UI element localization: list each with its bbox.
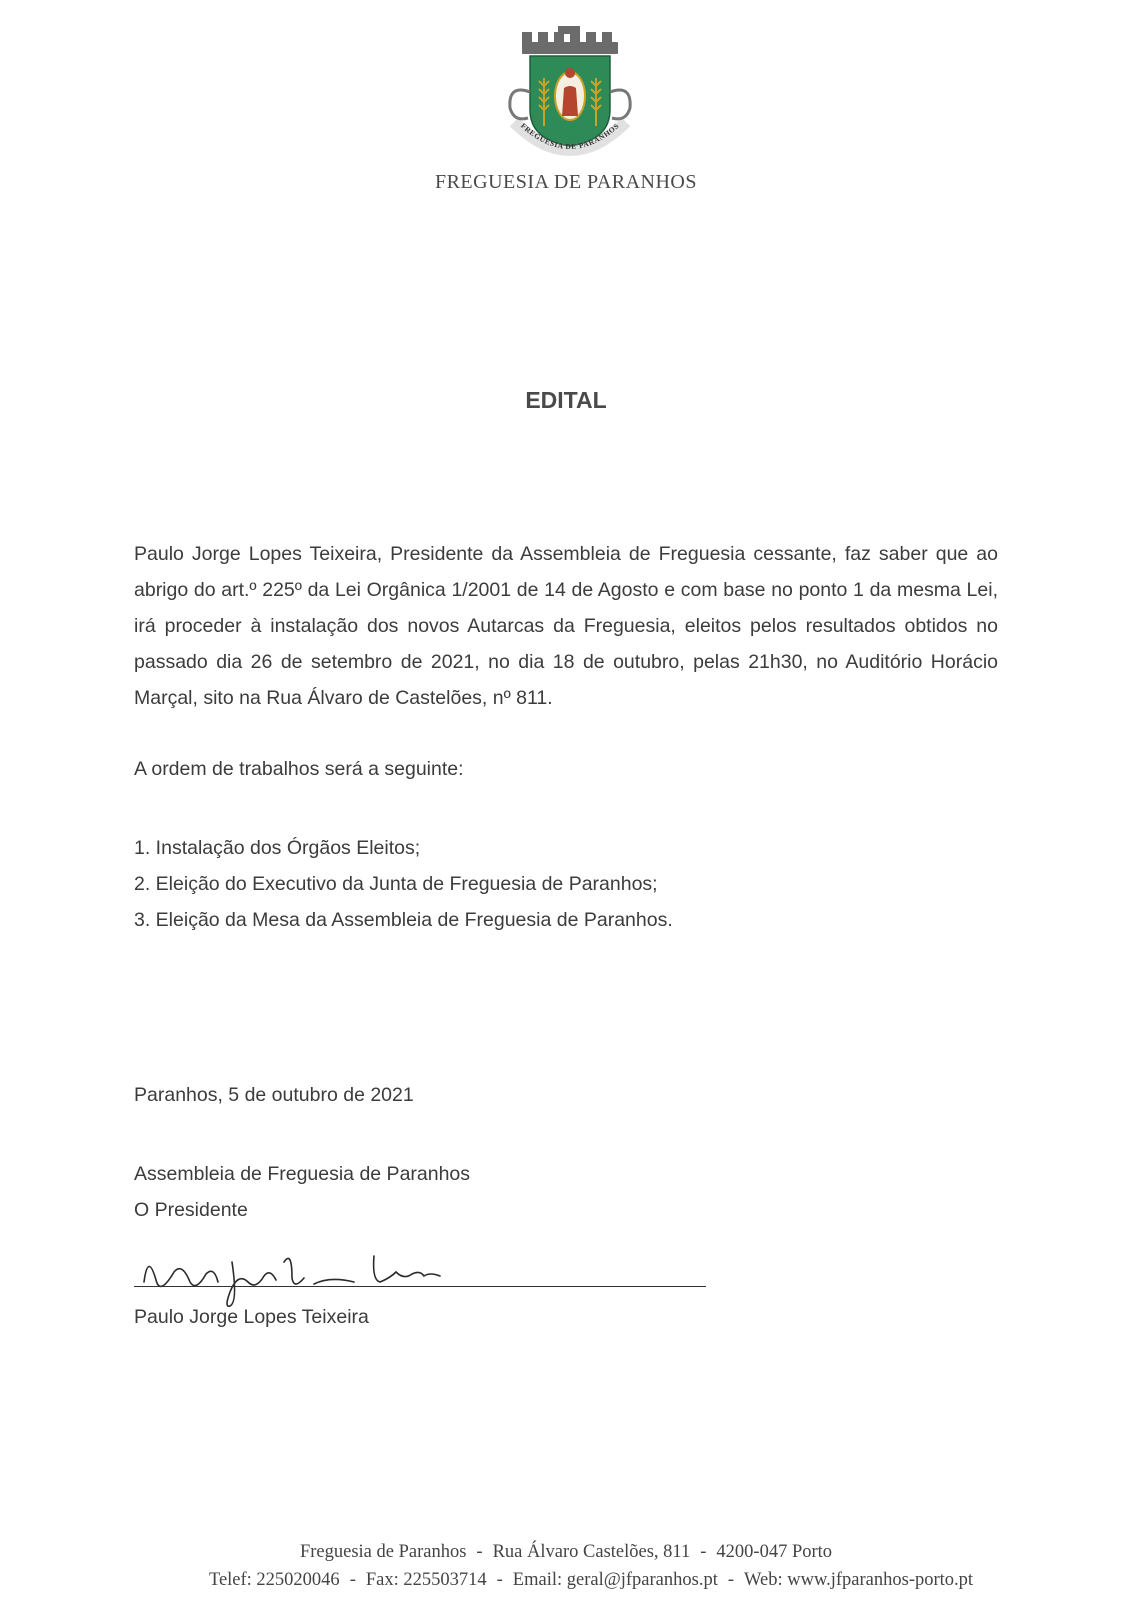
footer-phone: Telef: 225020046 <box>208 1570 340 1590</box>
assembly-name: Assembleia de Freguesia de Paranhos <box>134 1163 471 1185</box>
organization-name: FREGUESIA DE PARANHOS <box>434 171 698 193</box>
footer-address-row: Freguesia de Paranhos - Rua Álvaro Castelões, 811 - 4200-047 Porto <box>299 1542 833 1562</box>
footer-email[interactable]: Email: geral@jfparanhos.pt <box>512 1570 718 1590</box>
mural-crown-icon <box>522 26 618 54</box>
right-scroll-icon <box>610 90 630 119</box>
signer-name: Paulo Jorge Lopes Teixeira <box>134 1306 369 1328</box>
handwritten-signature <box>134 1232 714 1312</box>
date-line: Paranhos, 5 de outubro de 2021 <box>134 1084 414 1106</box>
footer-org: Freguesia de Paranhos <box>299 1542 467 1562</box>
footer-address: Rua Álvaro Castelões, 811 <box>492 1542 691 1562</box>
signature-line <box>134 1286 706 1287</box>
agenda-item: 3. Eleição da Mesa da Assembleia de Freguesia de Paranhos. <box>134 909 673 931</box>
notice-body: Paulo Jorge Lopes Teixeira, Presidente da Assembleia de Freguesia cessante, faz saber que ao abrigo do art.º 225º da Lei Orgânica 1/2001 de 14 de Agosto e com base no ponto 1 da mesma Lei, irá proceder à instalação dos novos Autarcas da Freguesia, eleitos pelos resultados obtidos no passado dia 26 de setembro de 2021, no dia 18 de outubro, pelas 21h30, no Auditório Horácio Marçal, sito na Rua Álvaro de Castelões, nº 811. <box>134 543 998 709</box>
footer-web[interactable]: Web: www.jfparanhos-porto.pt <box>744 1570 974 1590</box>
agenda-item: 2. Eleição do Executivo da Junta de Freguesia de Paranhos; <box>134 873 658 895</box>
agenda-intro: A ordem de trabalhos será a seguinte: <box>134 758 464 780</box>
footer-contact-row: Telef: 225020046 - Fax: 225503714 - Email: geral@jfparanhos.pt - Web: www.jfparanhos-porto.pt <box>208 1570 974 1590</box>
footer <box>0 1538 1132 1594</box>
agenda-item: 1. Instalação dos Órgãos Eleitos; <box>134 837 421 859</box>
signature-block <box>134 1156 470 1228</box>
agenda-list <box>134 830 673 938</box>
footer-fax: Fax: 225503714 <box>365 1570 487 1590</box>
signer-role: O Presidente <box>134 1199 248 1221</box>
crest-motto: FREGUESIA DE PARANHOS <box>519 121 621 152</box>
document-title: EDITAL <box>525 387 607 413</box>
left-scroll-icon <box>510 90 530 119</box>
footer-postal: 4200-047 Porto <box>716 1542 833 1562</box>
coat-of-arms <box>500 22 640 162</box>
